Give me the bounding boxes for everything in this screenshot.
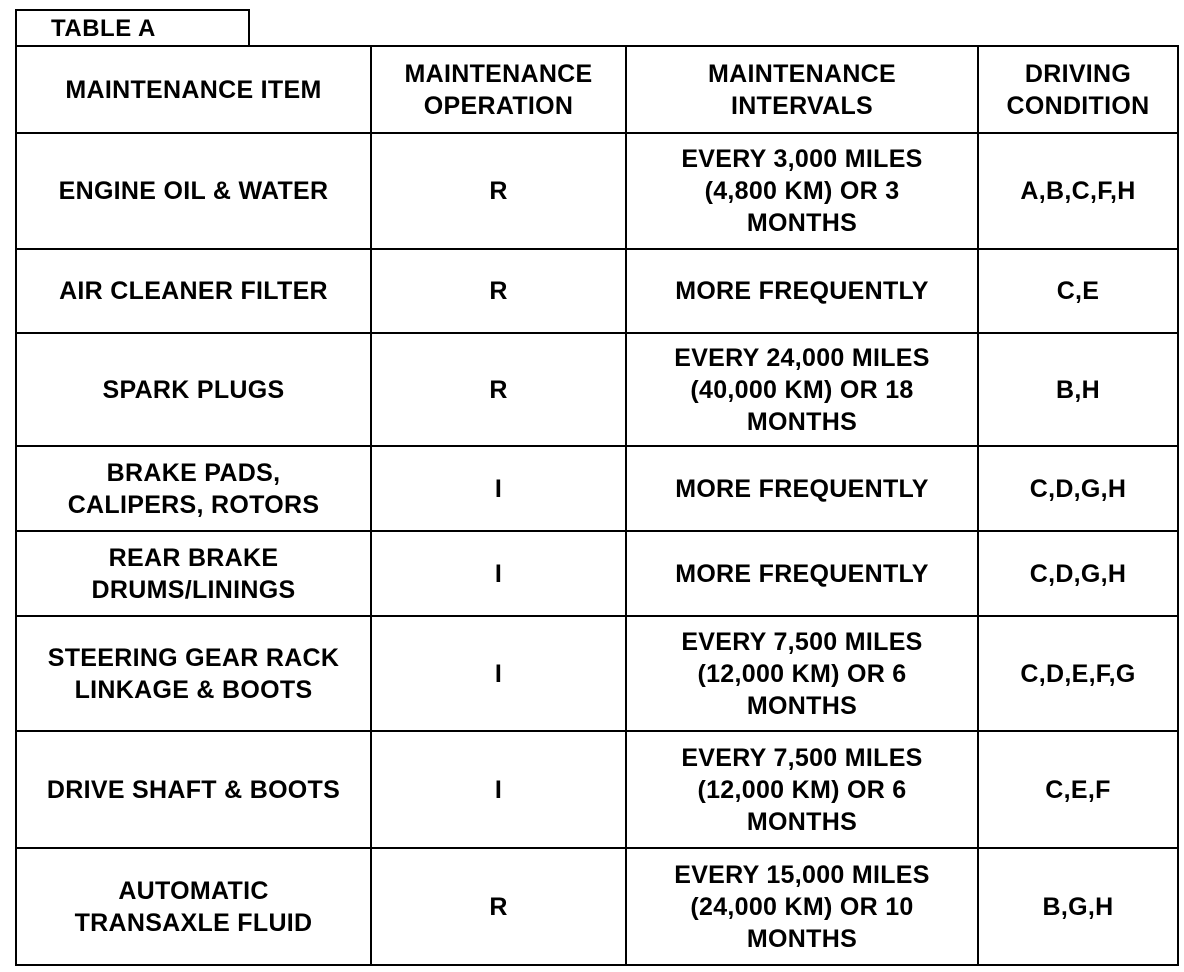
table-row <box>16 531 1178 616</box>
cell-operation: I <box>371 731 626 848</box>
cell-operation: I <box>371 531 626 616</box>
cell-interval: EVERY 15,000 MILES (24,000 KM) OR 10 MONTHS <box>626 848 978 965</box>
table-label: TABLE A <box>51 15 156 42</box>
table-row <box>16 133 1178 249</box>
cell-item: AIR CLEANER FILTER <box>16 249 371 333</box>
table-row <box>16 249 1178 333</box>
cell-condition: C,D,E,F,G <box>978 616 1178 731</box>
table-row <box>16 731 1178 848</box>
header-maintenance-operation: MAINTENANCE OPERATION <box>371 46 626 133</box>
cell-operation: R <box>371 133 626 249</box>
cell-condition: C,D,G,H <box>978 446 1178 531</box>
cell-item: REAR BRAKE DRUMS/LININGS <box>16 531 371 616</box>
cell-item: BRAKE PADS, CALIPERS, ROTORS <box>16 446 371 531</box>
cell-interval: MORE FREQUENTLY <box>626 446 978 531</box>
maintenance-table <box>15 45 1179 966</box>
cell-interval: EVERY 7,500 MILES (12,000 KM) OR 6 MONTHS <box>626 616 978 731</box>
cell-item: SPARK PLUGS <box>16 333 371 446</box>
cell-interval: EVERY 7,500 MILES (12,000 KM) OR 6 MONTHS <box>626 731 978 848</box>
cell-interval: MORE FREQUENTLY <box>626 249 978 333</box>
cell-condition: C,D,G,H <box>978 531 1178 616</box>
cell-interval: EVERY 24,000 MILES (40,000 KM) OR 18 MONTHS <box>626 333 978 446</box>
cell-operation: R <box>371 848 626 965</box>
header-maintenance-item: MAINTENANCE ITEM <box>16 46 371 133</box>
cell-operation: R <box>371 249 626 333</box>
cell-condition: A,B,C,F,H <box>978 133 1178 249</box>
cell-condition: C,E <box>978 249 1178 333</box>
header-row <box>16 46 1178 133</box>
table-row <box>16 848 1178 965</box>
cell-item: DRIVE SHAFT & BOOTS <box>16 731 371 848</box>
table-row <box>16 616 1178 731</box>
cell-condition: B,H <box>978 333 1178 446</box>
header-driving-condition: DRIVING CONDITION <box>978 46 1178 133</box>
table-row <box>16 333 1178 446</box>
cell-interval: EVERY 3,000 MILES (4,800 KM) OR 3 MONTHS <box>626 133 978 249</box>
cell-item: STEERING GEAR RACK LINKAGE & BOOTS <box>16 616 371 731</box>
table-label-tab <box>15 9 250 45</box>
cell-interval: MORE FREQUENTLY <box>626 531 978 616</box>
cell-operation: R <box>371 333 626 446</box>
cell-operation: I <box>371 446 626 531</box>
cell-item: ENGINE OIL & WATER <box>16 133 371 249</box>
cell-condition: C,E,F <box>978 731 1178 848</box>
cell-item: AUTOMATIC TRANSAXLE FLUID <box>16 848 371 965</box>
cell-condition: B,G,H <box>978 848 1178 965</box>
header-maintenance-intervals: MAINTENANCE INTERVALS <box>626 46 978 133</box>
cell-operation: I <box>371 616 626 731</box>
table-row <box>16 446 1178 531</box>
